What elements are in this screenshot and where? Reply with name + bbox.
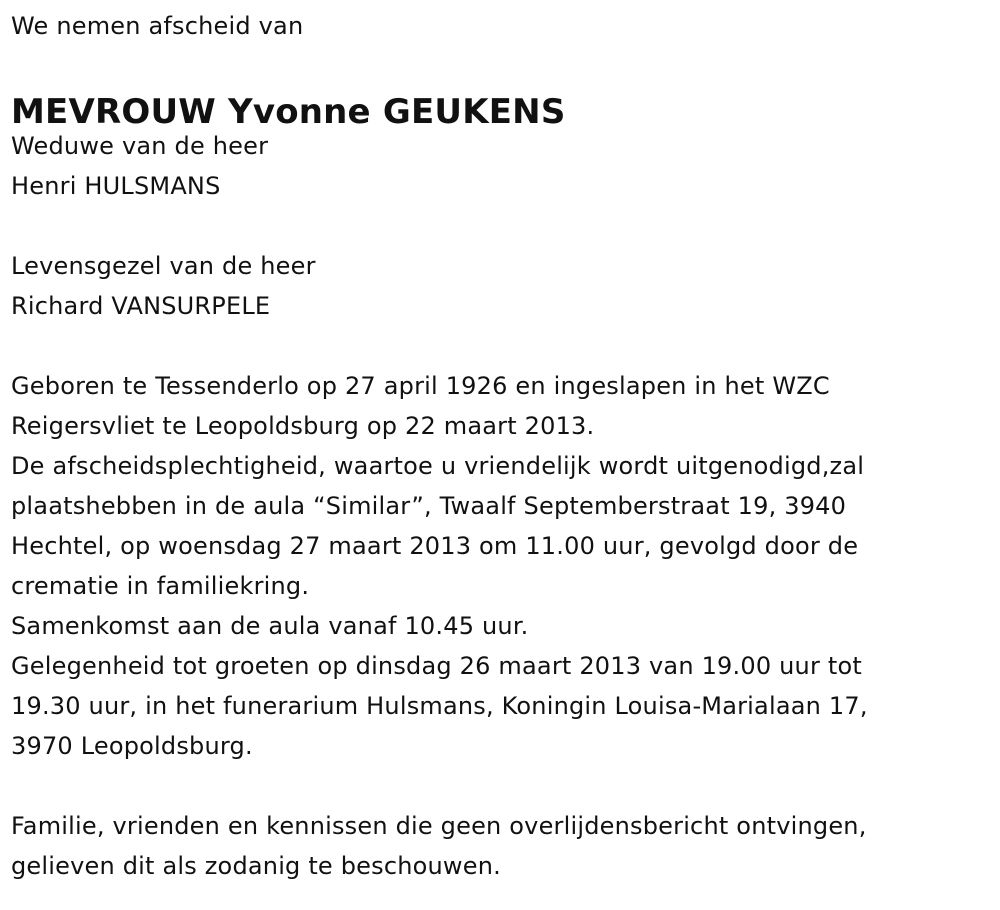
obituary-notice [11, 6, 986, 886]
partner-line-1: Levensgezel van de heer [11, 252, 316, 280]
details-line: crematie in familiekring. [11, 572, 310, 600]
closing-line: gelieven dit als zodanig te beschouwen. [11, 852, 501, 880]
details-line: Reigersvliet te Leopoldsburg op 22 maart 2013. [11, 412, 595, 440]
widow-line-2: Henri HULSMANS [11, 172, 221, 200]
details-line: Gelegenheid tot groeten op dinsdag 26 maart 2013 van 19.00 uur tot [11, 652, 862, 680]
details-line: Geboren te Tessenderlo op 27 april 1926 en ingeslapen in het WZC [11, 372, 830, 400]
widow-line-1: Weduwe van de heer [11, 132, 269, 160]
closing-line: Familie, vrienden en kennissen die geen overlijdensbericht ontvingen, [11, 812, 867, 840]
details-line: Samenkomst aan de aula vanaf 10.45 uur. [11, 612, 529, 640]
spacer [11, 46, 986, 86]
spacer [11, 326, 986, 366]
details-line: De afscheidsplechtigheid, waartoe u vriendelijk wordt uitgenodigd,zal [11, 452, 865, 480]
details-line: 19.30 uur, in het funerarium Hulsmans, Koningin Louisa-Marialaan 17, [11, 692, 868, 720]
deceased-name: MEVROUW Yvonne GEUKENS [11, 92, 566, 132]
details-line: Hechtel, op woensdag 27 maart 2013 om 11.00 uur, gevolgd door de [11, 532, 859, 560]
spacer [11, 766, 986, 806]
spacer [11, 206, 986, 246]
intro-text: We nemen afscheid van [11, 12, 304, 40]
details-line: 3970 Leopoldsburg. [11, 732, 253, 760]
partner-line-2: Richard VANSURPELE [11, 292, 271, 320]
details-line: plaatshebben in de aula “Similar”, Twaalf Septemberstraat 19, 3940 [11, 492, 847, 520]
